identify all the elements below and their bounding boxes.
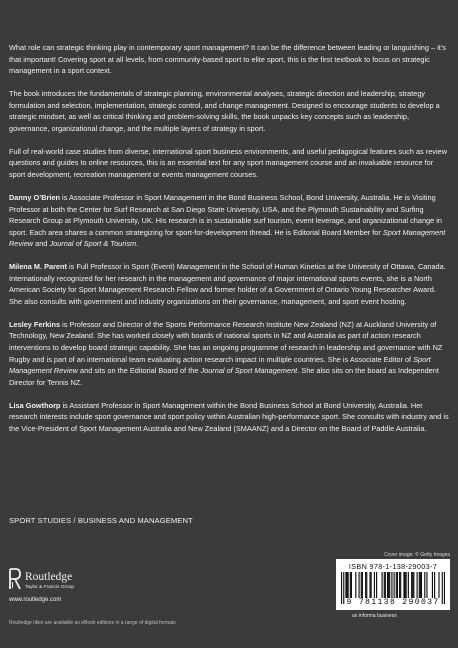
author-name: Lisa Gowthorp [9, 400, 61, 410]
barcode-bar [408, 572, 409, 599]
author-bio-end: . [136, 239, 139, 249]
barcode-bar [385, 572, 386, 599]
barcode-bar [396, 572, 397, 599]
isbn-label: ISBN 978-1-138-29003-7 [348, 562, 438, 571]
barcode-bar [369, 572, 370, 599]
barcode-bar [424, 572, 425, 599]
author-bio-gowthorp [9, 400, 449, 435]
barcode-bar [384, 572, 385, 599]
blurb-contents: The book introduces the fundamentals of strategic planning, environmental analyses, strategic direction and leadership, strategy formulation and selection, implementation, strategic control, and change management. Designed to encourage students to develop a strategic mindset, as well as critical thinking and problem-solving skills, the book unpacks key concepts such as leadership, governance, organizational change, and the multiple layers of strategy in sport. [9, 89, 440, 133]
barcode-bar [376, 572, 377, 599]
author-bio-joiner: and sits on the Editorial Board of the [77, 366, 201, 376]
barcode-bar [346, 572, 347, 599]
barcode-bar [397, 572, 398, 599]
barcode-bar [366, 572, 367, 599]
barcode-bar [426, 572, 427, 599]
barcode-bar [350, 572, 351, 599]
barcode-bar [419, 572, 420, 599]
barcode-bar [348, 572, 349, 599]
barcode-bar [351, 572, 352, 599]
journal-title: Journal of Sport Management [200, 366, 298, 376]
barcode-bar [400, 572, 401, 599]
barcode-bar [406, 572, 407, 599]
subject-category: SPORT STUDIES / BUSINESS AND MANAGEMENT [9, 516, 193, 525]
barcode-bar [420, 572, 421, 599]
publisher-group: Taylor & Francis Group [25, 585, 75, 590]
ebook-note: Routledge titles are available as eBook editions in a range of digital formats [9, 620, 176, 626]
barcode-bar [404, 572, 405, 599]
author-name: Lesley Ferkins [9, 319, 61, 329]
barcode-bar [434, 572, 435, 599]
barcode-bar [412, 572, 413, 599]
barcode-bar [362, 572, 363, 599]
author-bio-end: . She also sits on the board as Independent Director for Tennis NZ. [9, 366, 439, 387]
barcode-digits-text: 9 781138 290037 [346, 598, 440, 607]
barcode-bar [371, 572, 372, 599]
author-bio-text: is Associate Professor in Sport Management in the Bond Business School, Bond University, Australia. He is Visiting Professor at both the Center for Surf Research at San Diego State University, USA, and the Plymouth Sustainability and Surfing Research Group at Plymouth University, UK. His research is in sustainable surf tourism, event leverage, and organizational change in sport. Each area shares a common strategizing for sport-for-development thread. He is Editorial Board Member for [9, 192, 442, 237]
informa-tagline: an informa business [352, 613, 397, 619]
journal-title: Sport Management Review [9, 227, 446, 249]
publisher-website[interactable]: www.routledge.com [9, 597, 62, 603]
barcode-bar [389, 572, 390, 599]
author-bio-ferkins [9, 319, 449, 388]
barcode-bar [438, 572, 439, 599]
author-bio-joiner: and [33, 239, 50, 249]
author-bio-text: is Professor and Director of the Sports Performance Research Institute New Zealand (NZ) at Auckland University of Technology, New Zealand. She has worked closely with boards of national sports in NZ and Australia as part of action research interventions to develop board strategic capability. She has an ongoing programme of research in leadership and governance with NZ Rugby and is part of an international team evaluating action research impact in multiple countries. She is Associate Editor of [9, 319, 443, 364]
author-bio-parent [9, 261, 449, 307]
barcode-bar [432, 572, 433, 599]
barcode-digits [336, 598, 450, 608]
barcode-bar [421, 572, 422, 599]
barcode-bar [387, 572, 388, 599]
barcode-bar [374, 572, 375, 599]
blurb-features: Full of real-world case studies from diverse, international sport business environments, and useful pedagogical features such as review questions and guides to online resources, this is an essential text for any sport management course and an invaluable resource for sport development, recreation management or events management courses. [9, 146, 447, 179]
journal-title: Sport Management Review [9, 354, 431, 376]
barcode-bar [355, 572, 356, 599]
cover-image-credit: Cover image: © Getty Images [384, 552, 450, 558]
author-name: Danny O’Brien [9, 192, 61, 202]
blurb-intro [9, 42, 449, 77]
barcode-bar [359, 572, 360, 599]
barcode-bar [411, 572, 412, 599]
blurb-column [9, 42, 449, 434]
barcode-bar [413, 572, 414, 599]
isbn-barcode [336, 559, 450, 610]
author-bio-text: is Full Professor in Sport (Event) Management in the School of Human Kinetics at the University of Ottawa, Canada. Internationally recognized for her research in the management and governance of major international sports events, she is a North American Society for Sport Management Research Fellow and former holder of a Government of Ontario Young Researcher Award. She also consults with government and industry organizations on their governance, management, and sport event hosting. [9, 262, 446, 306]
author-bio-text: is Assistant Professor in Sport Management within the Bond Business School at Bond University, Australia. Her research interests include sport governance and sport policy within Australian high-performance sport. She consults with industry and is the Vice-President of Sport Management Australia and New Zealand (SMAANZ) and a Director on the Board of Paddle Australia. [9, 400, 449, 433]
barcode-bar [365, 572, 366, 599]
barcode-bar [345, 572, 346, 599]
journal-title: Journal of Sport & Tourism [49, 239, 137, 249]
author-bio-obrien [9, 192, 449, 250]
barcode-bar [417, 572, 418, 599]
barcode-bar [399, 572, 400, 599]
barcode-bar [388, 572, 389, 599]
publisher-name: Routledge [25, 571, 73, 583]
blurb-intro-text: What role can strategic thinking play in contemporary sport management? It can be the difference between leading or languishing – it’s that important! Covering sport at all levels, from community-based sport to elite sport, this is the first textbook to focus on strategic management in a sport context. [9, 43, 446, 76]
barcode-bar [382, 572, 383, 599]
routledge-r-icon [9, 568, 21, 590]
author-name: Milena M. Parent [9, 262, 67, 272]
barcode-bar [361, 572, 362, 599]
barcode-bar [403, 572, 404, 599]
